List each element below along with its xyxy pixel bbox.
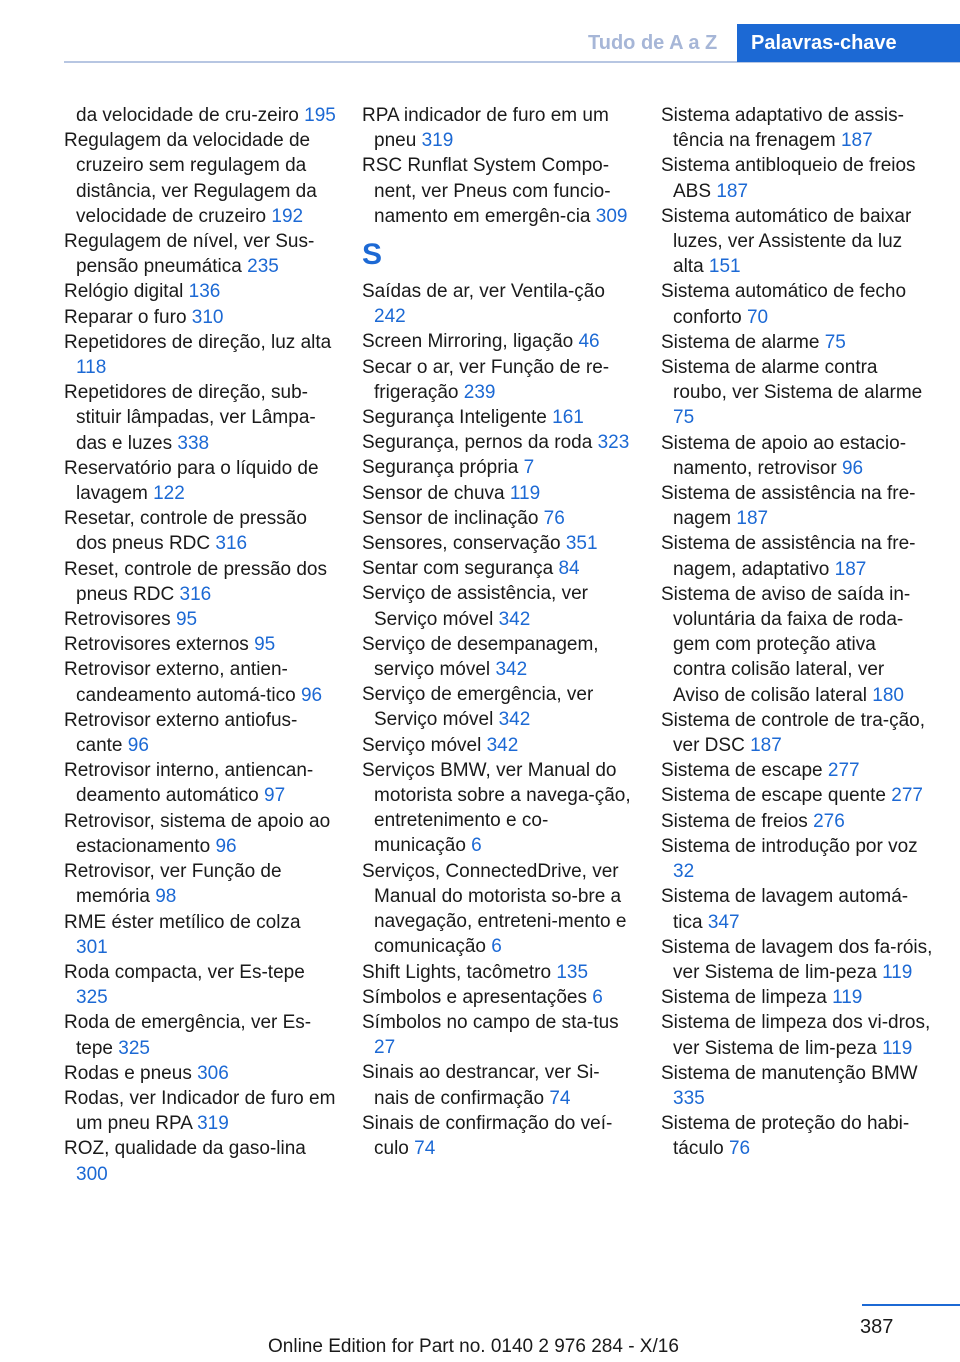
index-entry: [362, 405, 634, 430]
index-entry: [362, 758, 634, 859]
entry-text: Símbolos no campo de sta-​tus: [362, 1011, 619, 1033]
index-entry: [64, 305, 336, 330]
index-entry: [64, 1061, 336, 1086]
entry-text: Rodas, ver Indicador de furo em um pneu RPA: [64, 1087, 336, 1135]
page-link[interactable]: 119: [832, 987, 863, 1009]
entry-text: Repetidores de direção, sub-​stituir lâmpadas, ver Lâmpa-​das e luzes: [64, 382, 316, 454]
entry-text: Roda compacta, ver Es-​tepe: [64, 961, 305, 983]
page-link[interactable]: 119: [509, 482, 541, 504]
entry-text: Retrovisor interno, antiencan-​deamento automático: [64, 760, 314, 807]
page-link[interactable]: 319: [421, 130, 454, 152]
page-link[interactable]: 75: [673, 407, 695, 429]
index-entry: [661, 103, 933, 153]
entry-text: Roda de emergência, ver Es-​tepe: [64, 1012, 312, 1059]
page-link[interactable]: 342: [495, 659, 528, 681]
page-link[interactable]: 192: [271, 205, 304, 227]
page-link[interactable]: 118: [76, 357, 107, 379]
index-entry: [661, 758, 933, 783]
page-link[interactable]: 96: [300, 684, 323, 706]
entry-text: Sistema de limpeza: [661, 987, 827, 1009]
page-link[interactable]: 187: [834, 558, 867, 580]
index-column-1: [64, 103, 336, 1187]
page-link[interactable]: 119: [882, 1037, 913, 1059]
tab-keywords[interactable]: Palavras-chave: [737, 24, 960, 62]
page-link[interactable]: 276: [813, 810, 845, 832]
page-link[interactable]: 95: [175, 609, 198, 631]
index-entry: [362, 1060, 634, 1110]
entry-text: Retrovisor, ver Função de memória: [64, 861, 282, 908]
index-entry: [661, 834, 933, 884]
entry-text: Sistema de controle de tra-​ção, ver DSC: [661, 709, 926, 757]
section-letter: S: [362, 238, 383, 272]
page-link[interactable]: 187: [840, 130, 873, 152]
page-link[interactable]: 6: [491, 936, 502, 958]
page-link[interactable]: 187: [716, 180, 749, 202]
index-entry: [661, 582, 933, 708]
entry-text: Sensores, conservação: [362, 533, 561, 555]
entry-text: Regulagem de nível, ver Sus-​pensão pneumática: [64, 231, 315, 278]
index-entry: [64, 632, 336, 657]
page-link[interactable]: 310: [191, 306, 224, 328]
index-entry: [362, 455, 634, 480]
entry-text: Retrovisor externo antiofus-​cante: [64, 709, 298, 757]
index-entry: [64, 330, 336, 380]
index-entry: [64, 708, 336, 758]
index-entry: [362, 355, 634, 405]
page-link[interactable]: 325: [118, 1037, 150, 1059]
entry-text: Sensor de chuva: [362, 482, 505, 504]
entry-text: Relógio digital: [64, 281, 184, 303]
page-link[interactable]: 316: [179, 583, 212, 605]
page-link[interactable]: 277: [891, 785, 923, 807]
entry-text: Secar o ar, ver Função de re-​frigeração: [362, 356, 610, 403]
entry-text: Sistema de lavagem dos fa-​róis, ver Sistema de lim-​peza: [661, 936, 933, 983]
entry-text: RPA indicador de furo em um pneu: [362, 105, 609, 152]
index-entry: [64, 657, 336, 707]
entry-text: RSC Runflat System Compo-​nent, ver Pneus com funcio-​namento em emergên-​cia: [362, 155, 611, 227]
entry-text: Sistema de assistência na fre-​nagem, adaptativo: [661, 533, 916, 580]
index-entry: [661, 153, 933, 203]
entry-text: Sistema antibloqueio de freios ABS: [661, 155, 916, 202]
page-link[interactable]: 84: [558, 558, 580, 580]
page-link[interactable]: 319: [197, 1113, 229, 1135]
index-entry: [661, 1010, 933, 1060]
page-link[interactable]: 239: [463, 381, 496, 403]
page-link[interactable]: 151: [708, 256, 741, 278]
page-link[interactable]: 97: [264, 785, 286, 807]
index-entry: [661, 884, 933, 934]
tab-section[interactable]: Tudo de A a Z: [588, 32, 718, 54]
page-link[interactable]: 342: [486, 734, 519, 756]
index-entry: [362, 632, 634, 682]
index-entry: [64, 758, 336, 808]
entry-text: Sistema de assistência na fre-​nagem: [661, 483, 916, 530]
page-link[interactable]: 136: [188, 281, 221, 303]
entry-text: Sistema de limpeza dos vi-​dros, ver Sistema de lim-​peza: [661, 1012, 931, 1059]
entry-text: Serviço móvel: [362, 734, 482, 756]
page-link[interactable]: 300: [76, 1163, 108, 1185]
entry-text: Serviço de assistência, ver Serviço móvel: [362, 583, 588, 630]
index-entry: [362, 506, 634, 531]
page-link[interactable]: 98: [155, 886, 177, 908]
entry-text: Repetidores de direção, luz alta: [64, 331, 332, 353]
index-entry: [362, 556, 634, 581]
index-entry: [661, 809, 933, 834]
index-entry: [362, 103, 634, 153]
page-link[interactable]: 96: [841, 457, 864, 479]
page-link[interactable]: 301: [76, 936, 108, 958]
entry-text: Sistema de lavagem automá-​tica: [661, 886, 909, 933]
page-link[interactable]: 351: [565, 533, 598, 555]
index-entry: [661, 204, 933, 280]
page-link[interactable]: 46: [578, 331, 600, 353]
index-entry: [64, 506, 336, 556]
index-column-3: [661, 103, 933, 1162]
entry-text: Retrovisor externo, antien-​candeamento automá-​tico: [64, 659, 296, 706]
index-entry: [661, 355, 933, 431]
page-link[interactable]: 306: [197, 1062, 229, 1084]
index-entry: [64, 1136, 336, 1186]
index-entry: [362, 531, 634, 556]
index-entry: [661, 708, 933, 758]
edition-note: Online Edition for Part no. 0140 2 976 284 - X/16: [268, 1336, 679, 1357]
page-link[interactable]: 235: [247, 256, 279, 278]
page-link[interactable]: 187: [736, 508, 769, 530]
index-entry: [64, 103, 336, 128]
index-entry: [64, 279, 336, 304]
index-entry: [661, 531, 933, 581]
index-entry: [362, 481, 634, 506]
page-link[interactable]: 342: [498, 709, 531, 731]
page-link[interactable]: 32: [673, 861, 695, 883]
page-link[interactable]: 122: [153, 483, 185, 505]
entry-text: Símbolos e apresentações: [362, 986, 587, 1008]
entry-text: Reservatório para o líquido de lavagem: [64, 457, 319, 505]
index-entry: [64, 229, 336, 279]
entry-text: Sinais de confirmação do veí-​culo: [362, 1112, 613, 1159]
entry-text: Sistema de apoio ao estacio-​namento, retrovisor: [661, 432, 907, 479]
page-link[interactable]: 96: [127, 735, 149, 757]
entry-text: Shift Lights, tacômetro: [362, 961, 552, 983]
entry-text: Resetar, controle de pressão dos pneus RDC: [64, 508, 307, 555]
entry-text: Sistema de aviso de saída in-​voluntária da faixa de roda-​gem com proteção ativa contra colisão lateral, ver Aviso de colisão lateral: [661, 583, 911, 706]
index-entry: [64, 557, 336, 607]
index-entry: [661, 783, 933, 808]
page-number: 387: [860, 1316, 894, 1338]
page-link[interactable]: 76: [543, 507, 565, 529]
entry-text: Serviço de desempanagem, serviço móvel: [362, 633, 599, 681]
index-entry: [362, 733, 634, 758]
footer-rule: [862, 1304, 960, 1306]
index-entry: [64, 128, 336, 229]
index-entry: [64, 1010, 336, 1060]
page-link[interactable]: 27: [374, 1037, 396, 1059]
page-link[interactable]: 325: [76, 987, 108, 1009]
index-entry: [661, 431, 933, 481]
page-link[interactable]: 70: [746, 306, 769, 328]
index-entry: [661, 985, 933, 1010]
page-link[interactable]: 180: [872, 684, 904, 706]
page-link[interactable]: 74: [414, 1137, 436, 1159]
entry-text: Sistema automático de baixar luzes, ver Assistente da luz alta: [661, 205, 912, 278]
index-entry: [64, 1086, 336, 1136]
entry-text: Sistema de introdução por voz: [661, 835, 918, 857]
entry-text: Sistema de escape quente: [661, 785, 886, 807]
index-entry: [64, 859, 336, 909]
index-entry: [362, 1111, 634, 1161]
entry-text: Sinais ao destrancar, ver Si-​nais de confirmação: [362, 1062, 600, 1109]
entry-text: Segurança Inteligente: [362, 407, 547, 429]
page-link[interactable]: 338: [177, 432, 210, 454]
entry-text: Retrovisores: [64, 609, 171, 631]
entry-text: Retrovisor, sistema de apoio ao estacionamento: [64, 810, 331, 857]
index-entry: [661, 1111, 933, 1161]
index-entry: [362, 859, 634, 960]
entry-text: Sistema adaptativo de assis-​tência na frenagem: [661, 105, 904, 152]
index-entry: [362, 329, 634, 354]
index-entry: [661, 481, 933, 531]
entry-text: Serviços, ConnectedDrive, ver Manual do motorista so-​bre a navegação, entreteni-​mento e comunicação: [362, 860, 627, 958]
entry-text: Saídas de ar, ver Ventila-​ção: [362, 281, 605, 303]
entry-text: Sistema de escape: [661, 760, 823, 782]
index-entry: [362, 153, 634, 229]
entry-text: Sistema de proteção do habi-​táculo: [661, 1113, 910, 1160]
index-entry: [362, 960, 634, 985]
entry-text: Sistema de freios: [661, 810, 808, 832]
index-entry: [661, 279, 933, 329]
entry-text: Reset, controle de pressão dos pneus RDC: [64, 558, 327, 605]
page-link[interactable]: 277: [827, 760, 860, 782]
index-entry: [64, 380, 336, 456]
index-entry: [64, 456, 336, 506]
entry-text: Rodas e pneus: [64, 1062, 192, 1084]
entry-text: ROZ, qualidade da gaso-​lina: [64, 1138, 306, 1160]
page-link[interactable]: 187: [750, 735, 782, 757]
entry-text: Sistema de alarme contra roubo, ver Sistema de alarme: [661, 357, 923, 404]
index-entry: [362, 682, 634, 732]
index-entry: [64, 607, 336, 632]
index-entry: [64, 809, 336, 859]
entry-text: Screen Mirroring, ligação: [362, 331, 574, 353]
index-entry: [661, 935, 933, 985]
index-entry: [362, 581, 634, 631]
page-link[interactable]: 323: [597, 432, 630, 454]
index-entry: [64, 960, 336, 1010]
entry-text: Reparar o furo: [64, 306, 187, 328]
index-entry: [362, 430, 634, 455]
page-link[interactable]: 161: [552, 407, 584, 429]
page-link[interactable]: 7: [523, 457, 535, 479]
index-column-2: [362, 103, 634, 1161]
entry-text: Sistema automático de fecho conforto: [661, 281, 907, 328]
entry-text: da velocidade de cru-​zeiro: [76, 105, 299, 126]
entry-text: Sistema de alarme: [661, 331, 820, 353]
page-link[interactable]: 75: [824, 331, 846, 353]
entry-text: Regulagem da velocidade de cruzeiro sem regulagem da distância, ver Regulagem da velocidade de cruzeiro: [64, 130, 317, 227]
index-entry: [661, 330, 933, 355]
page-link[interactable]: 76: [728, 1138, 751, 1160]
entry-text: Segurança própria: [362, 457, 519, 479]
entry-text: RME éster metílico de colza: [64, 911, 301, 933]
entry-text: Retrovisores externos: [64, 634, 249, 656]
page-link[interactable]: 74: [549, 1087, 571, 1109]
page-link[interactable]: 316: [215, 533, 248, 555]
entry-text: Serviços BMW, ver Manual do motorista sobre a navega-​ção, entretenimento e co-​municação: [362, 759, 631, 857]
page-link[interactable]: 342: [498, 608, 531, 630]
index-entry: [362, 279, 634, 329]
entry-text: Sistema de manutenção BMW: [661, 1062, 918, 1084]
page-link[interactable]: 309: [595, 205, 628, 227]
page-link[interactable]: 95: [254, 634, 276, 656]
page-link[interactable]: 242: [374, 306, 406, 328]
page-link[interactable]: 347: [707, 911, 740, 933]
entry-text: Segurança, pernos da roda: [362, 432, 593, 454]
index-entry: [64, 910, 336, 960]
page-link[interactable]: 96: [215, 835, 237, 857]
page-link[interactable]: 119: [882, 961, 913, 983]
page-link[interactable]: 6: [592, 986, 603, 1008]
page-link[interactable]: 6: [471, 835, 482, 857]
page-link[interactable]: 135: [556, 961, 589, 983]
page-link[interactable]: 195: [304, 105, 336, 126]
page-link[interactable]: 335: [673, 1087, 705, 1109]
index-entry: [362, 985, 634, 1010]
index-entry: [661, 1061, 933, 1111]
entry-text: Sentar com segurança: [362, 558, 554, 580]
entry-text: Sensor de inclinação: [362, 507, 539, 529]
entry-text: Serviço de emergência, ver Serviço móvel: [362, 684, 594, 731]
index-entry: [362, 1010, 634, 1060]
